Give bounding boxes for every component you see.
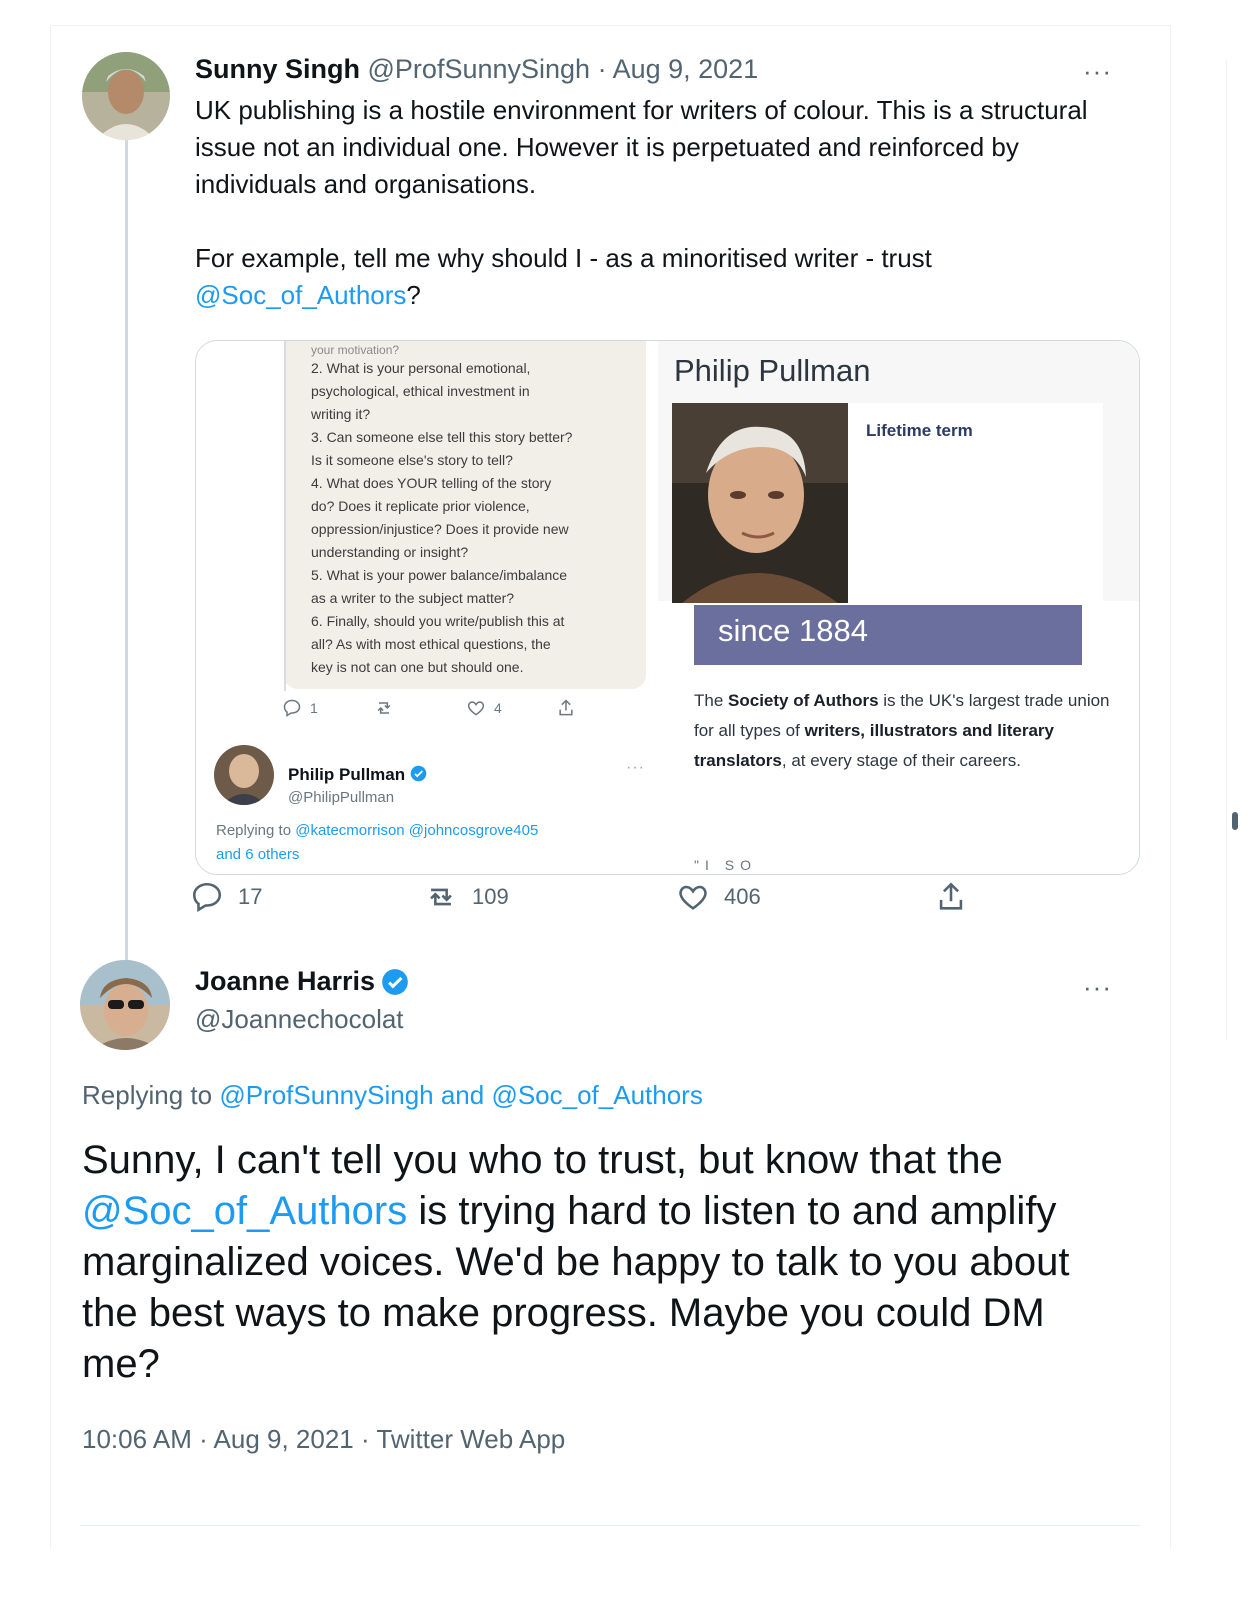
tweet-paragraph-2 xyxy=(195,240,1095,314)
embedded-author-name-text: Philip Pullman xyxy=(288,765,406,784)
screenshot-left-panel xyxy=(196,341,658,875)
mini-share xyxy=(556,698,576,718)
quote-line: 6. Finally, should you write/publish this at xyxy=(311,613,565,629)
tweet-paragraph-1: UK publishing is a hostile environment for writers of colour. This is a structural issue not an individual one. However it is perpetuated and reinforced by individuals and organisations. xyxy=(195,95,1088,199)
mini-reply-count: 1 xyxy=(310,700,318,716)
quote-line: psychological, ethical investment in xyxy=(311,383,530,399)
mention-soc-of-authors[interactable]: @Soc_of_Authors xyxy=(491,1080,703,1110)
desc-text: is the UK's largest trade union for all types of xyxy=(694,691,1110,740)
tweet-source[interactable]: Twitter Web App xyxy=(376,1424,566,1454)
quote-line: 3. Can someone else tell this story better? xyxy=(311,429,573,445)
verified-icon xyxy=(410,765,427,782)
like-button[interactable] xyxy=(676,880,761,914)
author-name-text[interactable]: Joanne Harris xyxy=(195,966,376,996)
quote-line: key is not can one but should one. xyxy=(311,659,524,675)
tweet-date[interactable]: Aug 9, 2021 xyxy=(612,54,759,84)
tweet-text-start: Sunny, I can't tell you who to trust, but know that the xyxy=(82,1138,1003,1182)
society-description xyxy=(694,686,1114,776)
frame-top-border xyxy=(50,25,1171,26)
reply-icon xyxy=(190,880,224,914)
desc-bold: Society of Authors xyxy=(728,691,879,710)
tweet-header xyxy=(195,52,758,86)
mini-retweet xyxy=(374,698,394,718)
retweet-icon xyxy=(424,880,458,914)
desc-text: The xyxy=(694,691,729,710)
paragraph-text: For example, tell me why should I - as a minoritised writer - trust xyxy=(195,243,932,273)
author-name[interactable]: Sunny Singh xyxy=(195,54,360,84)
more-icon[interactable]: ··· xyxy=(1083,972,1112,1002)
avatar-joanne-harris[interactable] xyxy=(80,960,170,1050)
replying-to xyxy=(82,1080,703,1111)
quote-line: Is it someone else's story to tell? xyxy=(311,452,513,468)
quoted-text xyxy=(311,343,641,679)
replying-prefix: Replying to xyxy=(82,1080,220,1110)
tweet-text-end: is trying hard to listen to and amplify marginalized voices. We'd be happy to talk to you about the best ways to make progress. Maybe you could DM me? xyxy=(82,1189,1070,1386)
desc-bold: writers, illustrators and literary translators xyxy=(694,721,1054,770)
more-icon[interactable]: ··· xyxy=(1083,56,1112,86)
cut-off-text: "I SO xyxy=(694,857,757,873)
reply-icon xyxy=(282,698,302,718)
tweet-date[interactable]: Aug 9, 2021 xyxy=(213,1424,354,1454)
author-handle[interactable]: @Joannechocolat xyxy=(195,1004,404,1034)
quote-line: 2. What is your personal emotional, xyxy=(311,360,531,376)
replying-others: and 6 others xyxy=(216,846,300,863)
profile-title: Philip Pullman xyxy=(674,353,871,388)
quote-line: oppression/injustice? Does it provide new xyxy=(311,521,569,537)
screenshot-right-panel xyxy=(658,341,1140,875)
mention-prof-sunny-singh[interactable]: @ProfSunnySingh xyxy=(219,1080,434,1110)
meta-separator: · xyxy=(191,1424,214,1454)
quote-line: understanding or insight? xyxy=(311,544,469,560)
avatar-philip-pullman xyxy=(214,745,274,805)
share-icon xyxy=(934,880,968,914)
author-name xyxy=(195,966,409,997)
divider xyxy=(80,1525,1140,1526)
embedded-author-name xyxy=(288,765,427,785)
replying-and: and xyxy=(433,1080,492,1110)
author-handle[interactable]: @ProfSunnySingh xyxy=(367,54,591,84)
replying-mentions: @katecmorrison @johncosgrove405 xyxy=(295,822,539,839)
share-button[interactable] xyxy=(934,880,968,914)
side-column-edge xyxy=(1226,60,1227,1040)
tweet-timestamp xyxy=(82,1424,565,1455)
like-count: 406 xyxy=(724,884,761,909)
frame-right-border xyxy=(1170,25,1171,1550)
header-separator: · xyxy=(590,54,613,84)
mention-soc-of-authors[interactable]: @Soc_of_Authors xyxy=(82,1189,408,1233)
reply-count: 17 xyxy=(238,884,263,909)
frame-left-border xyxy=(50,25,51,1550)
reply-button[interactable] xyxy=(190,880,262,914)
quote-line: writing it? xyxy=(311,406,371,422)
mini-like xyxy=(466,698,502,718)
retweet-icon xyxy=(374,698,394,718)
quote-line: your motivation? xyxy=(311,343,400,357)
meta-separator: · xyxy=(353,1424,377,1454)
embedded-replying-to xyxy=(216,819,646,867)
thread-connector xyxy=(125,140,128,980)
desc-text: , at every stage of their careers. xyxy=(781,751,1021,770)
quote-thread-line xyxy=(284,341,286,691)
avatar-sunny-singh[interactable] xyxy=(82,52,170,140)
quote-line: all? As with most ethical questions, the xyxy=(311,636,551,652)
mini-reply xyxy=(282,698,318,718)
like-icon xyxy=(676,880,710,914)
replying-prefix: Replying to xyxy=(216,822,296,839)
tweet-text xyxy=(82,1135,1122,1390)
scroll-indicator[interactable] xyxy=(1232,812,1238,830)
embedded-author-handle: @PhilipPullman xyxy=(288,789,395,806)
lifetime-term-label: Lifetime term xyxy=(866,421,973,440)
quote-line: do? Does it replicate prior violence, xyxy=(311,498,530,514)
tweet-time[interactable]: 10:06 AM xyxy=(82,1424,192,1454)
quote-line: as a writer to the subject matter? xyxy=(311,590,515,606)
mention-soc-of-authors[interactable]: @Soc_of_Authors xyxy=(195,280,407,310)
mini-like-count: 4 xyxy=(494,700,502,716)
quote-line: 4. What does YOUR telling of the story xyxy=(311,475,552,491)
retweet-count: 109 xyxy=(472,884,509,909)
paragraph-end: ? xyxy=(406,280,421,310)
like-icon xyxy=(466,698,486,718)
since-banner: since 1884 xyxy=(694,605,1082,665)
author-photo xyxy=(672,403,848,603)
share-icon xyxy=(556,698,576,718)
attached-image[interactable] xyxy=(195,340,1140,875)
more-icon: ··· xyxy=(626,759,645,776)
verified-icon xyxy=(381,968,409,996)
retweet-button[interactable] xyxy=(424,880,509,914)
tweet-text xyxy=(195,92,1095,314)
quote-line: 5. What is your power balance/imbalance xyxy=(311,567,568,583)
